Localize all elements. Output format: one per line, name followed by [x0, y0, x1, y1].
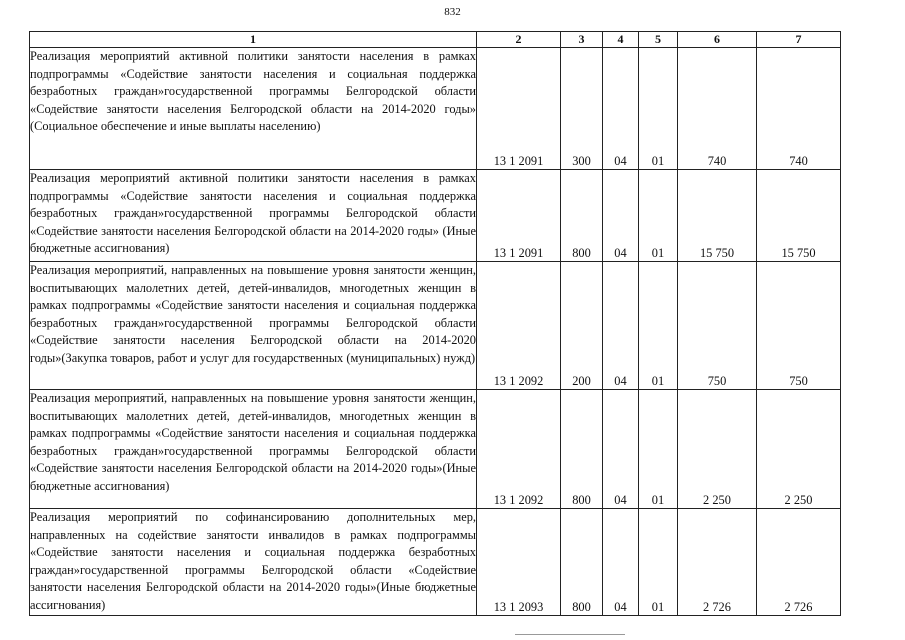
column-header: 6	[678, 32, 757, 48]
column-header: 3	[561, 32, 603, 48]
column-header: 2	[477, 32, 561, 48]
row-description: Реализация мероприятий активной политики занятости населения в рамках подпрограммы «Содействие занятости населения и социальная поддержка безработных граждан»государственной программы Белгородской области «Содействие занятости населения Белгородской области на 2014-2020 годы» (Социальное обеспечение и иные выплаты населению)	[30, 48, 477, 170]
row-sum-2: 740	[757, 48, 841, 170]
row-subsection: 01	[639, 170, 678, 262]
column-header: 5	[639, 32, 678, 48]
row-description: Реализация мероприятий по софинансированию дополнительных мер, направленных на содействие занятости инвалидов в рамках подпрограммы «Содействие занятости населения и социальная поддержка безработных граждан»государственной программы Белгородской области «Содействие занятости населения Белгородской области на 2014-2020 годы»(Иные бюджетные ассигнования)	[30, 509, 477, 616]
table-row	[30, 509, 841, 616]
row-subsection: 01	[639, 48, 678, 170]
row-section: 04	[603, 509, 639, 616]
row-sum-1: 740	[678, 48, 757, 170]
row-sum-1: 2 250	[678, 390, 757, 509]
column-header: 7	[757, 32, 841, 48]
table-row	[30, 262, 841, 390]
row-code: 13 1 2093	[477, 509, 561, 616]
row-section: 04	[603, 262, 639, 390]
row-subsection: 01	[639, 262, 678, 390]
row-expense-type: 800	[561, 170, 603, 262]
row-sum-2: 750	[757, 262, 841, 390]
page-number: 832	[444, 6, 461, 18]
row-section: 04	[603, 390, 639, 509]
row-sum-1: 15 750	[678, 170, 757, 262]
row-subsection: 01	[639, 509, 678, 616]
row-expense-type: 200	[561, 262, 603, 390]
row-sum-1: 2 726	[678, 509, 757, 616]
row-section: 04	[603, 48, 639, 170]
column-header: 4	[603, 32, 639, 48]
row-description: Реализация мероприятий, направленных на повышение уровня занятости женщин, воспитывающих малолетних детей, детей-инвалидов, многодетных женщин в рамках подпрограммы «Содействие занятости населения и социальная поддержка безработных граждан»государственной программы Белгородской области «Содействие занятости населения Белгородской области на 2014-2020 годы»(Закупка товаров, работ и услуг для государственных (муниципальных) нужд)	[30, 262, 477, 390]
budget-table	[29, 31, 841, 616]
row-code: 13 1 2091	[477, 170, 561, 262]
row-sum-2: 2 726	[757, 509, 841, 616]
row-expense-type: 800	[561, 509, 603, 616]
column-header: 1	[30, 32, 477, 48]
row-code: 13 1 2091	[477, 48, 561, 170]
row-sum-1: 750	[678, 262, 757, 390]
row-description: Реализация мероприятий активной политики занятости населения в рамках подпрограммы «Содействие занятости населения и социальная поддержка безработных граждан»государственной программы Белгородской области «Содействие занятости населения Белгородской области на 2014-2020 годы» (Иные бюджетные ассигнования)	[30, 170, 477, 262]
row-subsection: 01	[639, 390, 678, 509]
row-expense-type: 800	[561, 390, 603, 509]
table-row	[30, 390, 841, 509]
row-code: 13 1 2092	[477, 390, 561, 509]
row-sum-2: 15 750	[757, 170, 841, 262]
row-code: 13 1 2092	[477, 262, 561, 390]
header-row	[30, 32, 841, 48]
table-row	[30, 170, 841, 262]
row-description: Реализация мероприятий, направленных на повышение уровня занятости женщин, воспитывающих малолетних детей, детей-инвалидов, многодетных женщин в рамках подпрограммы «Содействие занятости населения и социальная поддержка безработных граждан»государственной программы Белгородской области «Содействие занятости населения Белгородской области на 2014-2020 годы»(Иные бюджетные ассигнования)	[30, 390, 477, 509]
row-expense-type: 300	[561, 48, 603, 170]
row-sum-2: 2 250	[757, 390, 841, 509]
table-row	[30, 48, 841, 170]
row-section: 04	[603, 170, 639, 262]
footer-divider	[515, 634, 625, 635]
